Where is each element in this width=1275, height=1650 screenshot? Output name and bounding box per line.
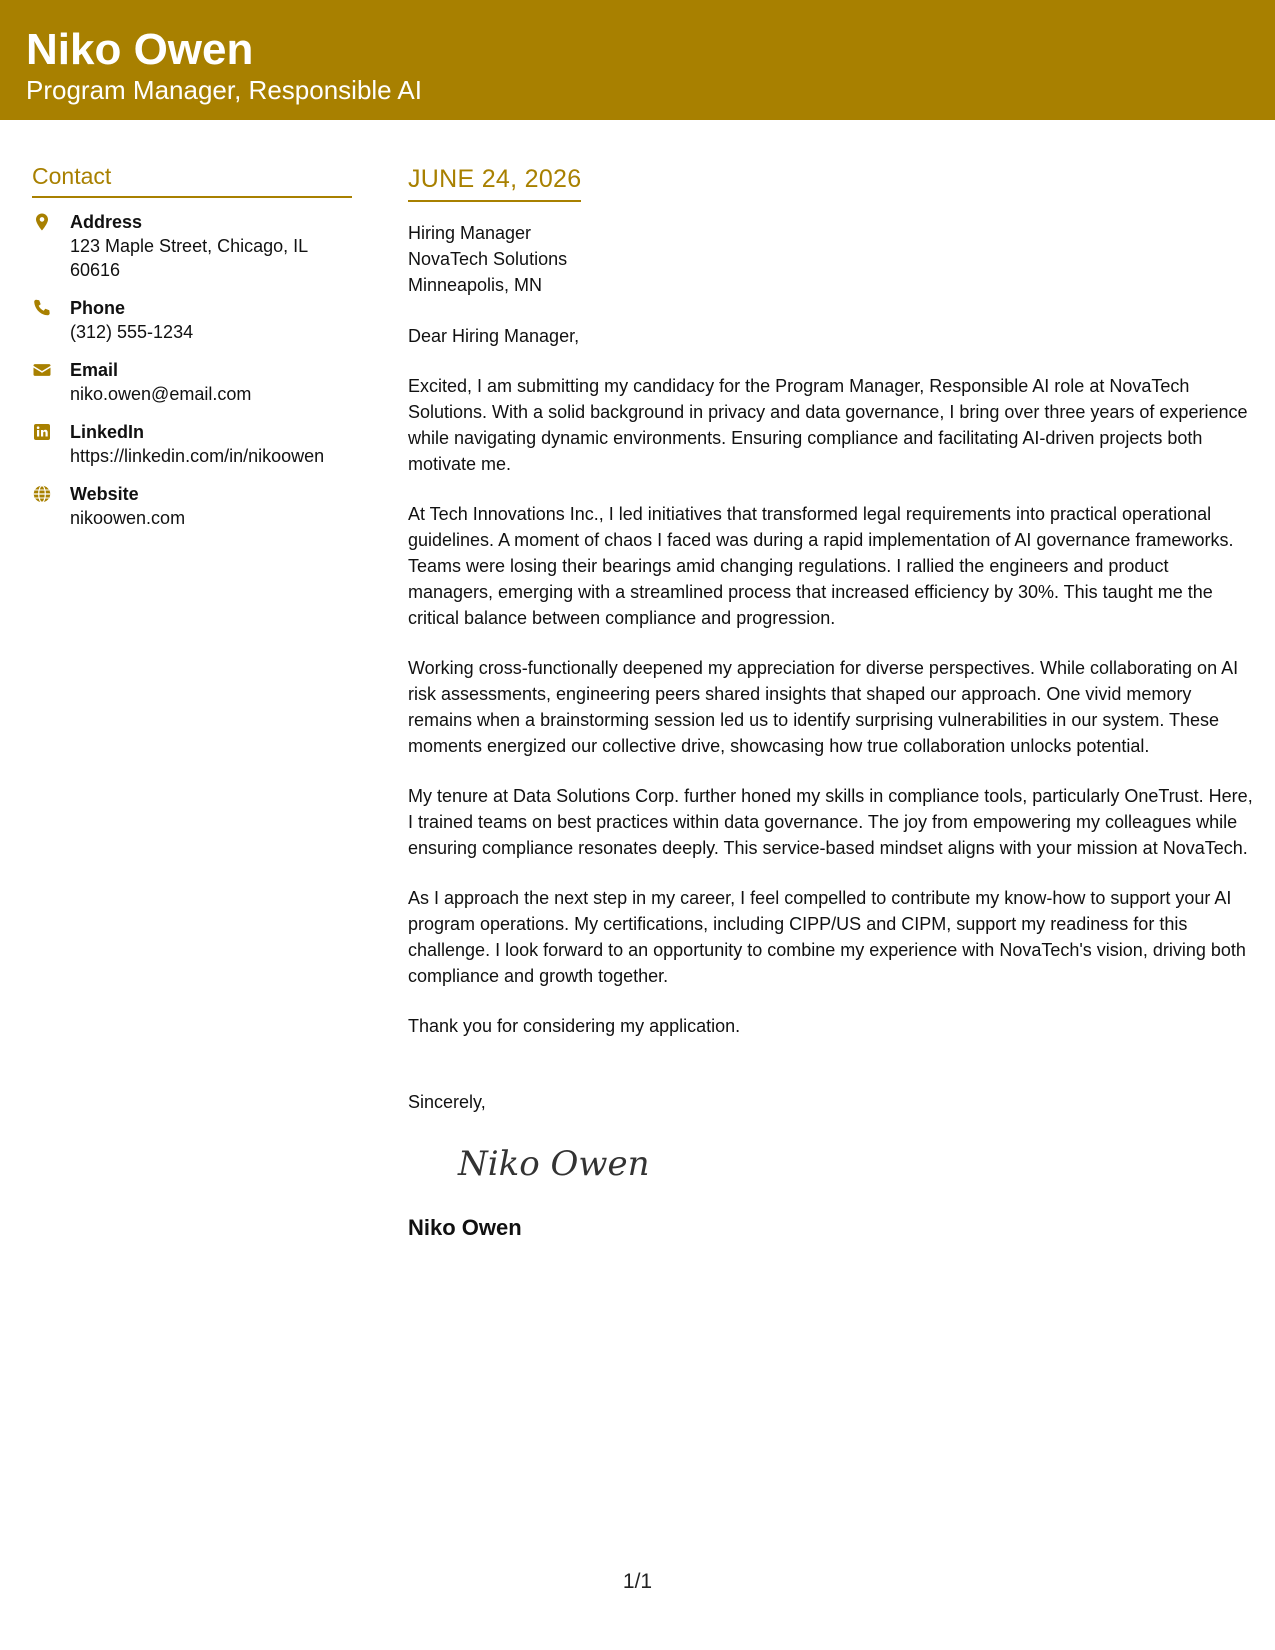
paragraph-3: Working cross-functionally deepened my appreciation for diverse perspectives. While collaborating on AI risk assessments, engineering peers shared insights that shaped our approach. One vivid memory remains when a brainstorming session led us to identify surprising vulnerabilities in our system. These moments energized our collective drive, showcasing how true collaboration unlocks potential. [408, 658, 1239, 756]
signature [454, 1133, 1253, 1193]
linkedin-label: LinkedIn [70, 422, 145, 442]
recipient-company: NovaTech Solutions [408, 249, 568, 269]
contact-sidebar [32, 160, 352, 544]
map-pin-icon [32, 212, 52, 232]
contact-linkedin [32, 420, 352, 468]
signature-text: Niko Owen [458, 1144, 650, 1184]
header-banner [0, 0, 1275, 120]
letter-body [408, 162, 1253, 1243]
paragraph-1: Excited, I am submitting my candidacy for the Program Manager, Responsible AI role at NovaTech Solutions. With a solid background in privacy and data governance, I bring over three years of experience while navigating dynamic environments. Ensuring compliance and facilitating AI-driven projects both motivate me. [408, 376, 1248, 474]
website-value: nikoowen.com [70, 508, 186, 528]
address-value: 123 Maple Street, Chicago, IL 60616 [70, 236, 308, 280]
contact-phone [32, 296, 352, 344]
paragraph-6: Thank you for considering my application. [408, 1016, 741, 1036]
phone-value: (312) 555-1234 [70, 322, 194, 342]
signer-name: Niko Owen [408, 1215, 522, 1240]
phone-icon [32, 298, 52, 318]
page-number: 1/1 [622, 1570, 653, 1593]
contact-section-title: Contact [32, 160, 352, 198]
paragraph-4: My tenure at Data Solutions Corp. further honed my skills in compliance tools, particularly OneTrust. Here, I trained teams on best practices within data governance. The joy from empowering my colleagues while ensuring compliance resonates deeply. This service-based mindset aligns with your mission at NovaTech. [408, 786, 1253, 858]
email-label: Email [70, 360, 119, 380]
contact-email [32, 358, 352, 406]
linkedin-value: https://linkedin.com/in/nikoowen [70, 446, 325, 466]
linkedin-icon [32, 422, 52, 442]
contact-address [32, 210, 352, 282]
recipient-block [408, 220, 1253, 298]
letter-date: JUNE 24, 2026 [408, 162, 581, 202]
paragraph-5: As I approach the next step in my career, I feel compelled to contribute my know-how to support your AI program operations. My certifications, including CIPP/US and CIPM, support my readiness for this challenge. I look forward to an opportunity to combine my experience with NovaTech's vision, driving both compliance and growth together. [408, 888, 1246, 986]
recipient-title: Hiring Manager [408, 223, 532, 243]
applicant-name: Niko Owen [26, 25, 254, 74]
email-value: niko.owen@email.com [70, 384, 252, 404]
recipient-location: Minneapolis, MN [408, 275, 543, 295]
applicant-role: Program Manager, Responsible AI [26, 75, 422, 105]
contact-website [32, 482, 352, 530]
website-label: Website [70, 484, 139, 504]
salutation: Dear Hiring Manager, [408, 326, 580, 346]
envelope-icon [32, 360, 52, 380]
closing: Sincerely, [408, 1092, 486, 1112]
globe-icon [32, 484, 52, 504]
phone-label: Phone [70, 298, 126, 318]
address-label: Address [70, 212, 143, 232]
paragraph-2: At Tech Innovations Inc., I led initiatives that transformed legal requirements into practical operational guidelines. A moment of chaos I faced was during a rapid implementation of AI governance frameworks. Teams were losing their bearings amid changing regulations. I rallied the engineers and product managers, emerging with a streamlined process that increased efficiency by 30%. This taught me the critical balance between compliance and progression. [408, 504, 1234, 628]
